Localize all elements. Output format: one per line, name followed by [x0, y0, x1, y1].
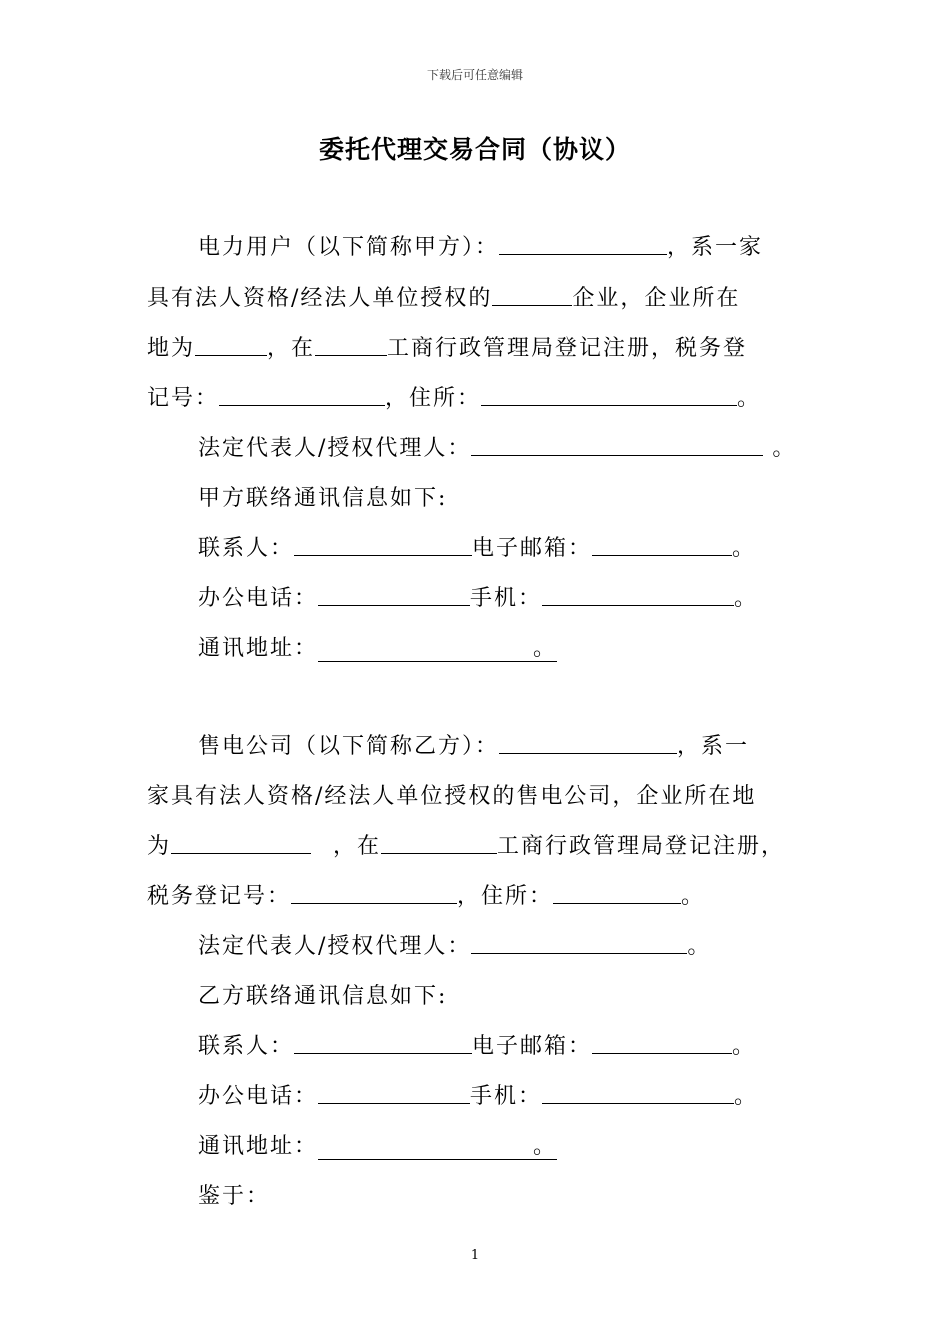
text: 联系人： — [198, 536, 295, 561]
text: ，住所： — [457, 884, 554, 909]
text: 企业，企业所在 — [572, 286, 741, 311]
text: 工商行政管理局登记注册， — [497, 834, 786, 859]
header-note: 下载后可任意编辑 — [426, 68, 523, 82]
text: 联系人： — [198, 1034, 295, 1059]
party-a-tax-number-blank[interactable] — [219, 383, 385, 406]
party-a-line-2 — [147, 283, 807, 315]
text: 具有法人资格/经法人单位授权的 — [147, 286, 493, 311]
text: ，在 — [267, 336, 316, 361]
party-a-contact-blank[interactable] — [294, 533, 472, 556]
party-b-contact-line — [198, 1031, 858, 1063]
party-b-rep-line — [198, 931, 858, 963]
party-b-tax-number-blank[interactable] — [291, 881, 457, 904]
party-b-rep-blank[interactable] — [471, 931, 687, 954]
party-b-phone-blank[interactable] — [318, 1081, 470, 1104]
text: 办公电话： — [198, 1084, 319, 1109]
text: 办公电话： — [198, 586, 319, 611]
party-a-email-blank[interactable] — [592, 533, 732, 556]
party-b-line-4 — [147, 881, 807, 913]
party-a-name-blank[interactable] — [499, 232, 667, 255]
document-title: 委托代理交易合同（协议） — [318, 135, 631, 164]
party-a-label: 电力用户（以下简称甲方）： — [198, 235, 500, 260]
text: 记号： — [147, 386, 220, 411]
text: 。 — [734, 1084, 759, 1109]
party-b-mobile-blank[interactable] — [542, 1081, 734, 1104]
party-b-line-3 — [147, 831, 807, 863]
text: 电子邮箱： — [472, 536, 593, 561]
party-a-phone-line — [198, 583, 858, 615]
text: 。 — [687, 934, 712, 959]
party-b-line-2: 家具有法人资格/经法人单位授权的售电公司，企业所在地 — [147, 784, 757, 809]
text: 税务登记号： — [147, 884, 292, 909]
text: 。 — [732, 1034, 757, 1059]
text: 工商行政管理局登记注册，税务登 — [387, 336, 748, 361]
party-b-address-blank[interactable]: 。 — [318, 1135, 557, 1160]
text: 电子邮箱： — [472, 1034, 593, 1059]
party-b-address-line — [198, 1131, 858, 1163]
party-a-address-line — [198, 633, 858, 665]
text: 法定代表人/授权代理人： — [198, 934, 472, 959]
party-a-address-blank[interactable]: 。 — [318, 637, 557, 662]
party-a-line-3 — [147, 333, 807, 365]
text: ，系一 — [677, 734, 750, 759]
text: 。 — [763, 436, 797, 461]
party-a-contact-line — [198, 533, 858, 565]
party-a-rep-blank[interactable] — [471, 433, 763, 456]
party-b-contact-blank[interactable] — [294, 1031, 472, 1054]
party-b-residence-blank[interactable] — [553, 881, 681, 904]
party-a-residence-blank[interactable] — [481, 383, 737, 406]
party-a-line-1 — [198, 232, 858, 264]
party-b-location-blank[interactable] — [171, 831, 311, 854]
text: ，住所： — [385, 386, 482, 411]
text: ，在 — [333, 834, 382, 859]
text: 通讯地址： — [198, 636, 319, 661]
party-a-rep-line — [198, 433, 858, 465]
party-a-location-blank[interactable] — [195, 333, 267, 356]
text: 。 — [737, 386, 762, 411]
text: 通讯地址： — [198, 1134, 319, 1159]
party-b-line-1 — [198, 731, 858, 763]
party-a-line-4 — [147, 383, 807, 415]
text: 。 — [681, 884, 706, 909]
text: 法定代表人/授权代理人： — [198, 436, 472, 461]
text: 。 — [732, 536, 757, 561]
party-a-mobile-blank[interactable] — [542, 583, 734, 606]
text: 为 — [147, 834, 172, 859]
party-b-label: 售电公司（以下简称乙方）： — [198, 734, 500, 759]
party-a-contact-heading: 甲方联络通讯信息如下: — [198, 486, 448, 511]
party-b-name-blank[interactable] — [499, 731, 677, 754]
text: 。 — [734, 586, 759, 611]
text: ，系一家 — [667, 235, 764, 260]
whereas-heading: 鉴于： — [198, 1184, 271, 1209]
text: 手机： — [470, 586, 543, 611]
text: 地为 — [147, 336, 196, 361]
party-b-email-blank[interactable] — [592, 1031, 732, 1054]
party-b-phone-line — [198, 1081, 858, 1113]
party-a-registration-blank[interactable] — [315, 333, 387, 356]
text: 手机： — [470, 1084, 543, 1109]
party-a-enterprise-blank[interactable] — [492, 283, 572, 306]
party-a-phone-blank[interactable] — [318, 583, 470, 606]
page-number: 1 — [470, 1248, 480, 1263]
party-b-contact-heading: 乙方联络通讯信息如下: — [198, 984, 448, 1009]
party-b-registration-blank[interactable] — [381, 831, 497, 854]
